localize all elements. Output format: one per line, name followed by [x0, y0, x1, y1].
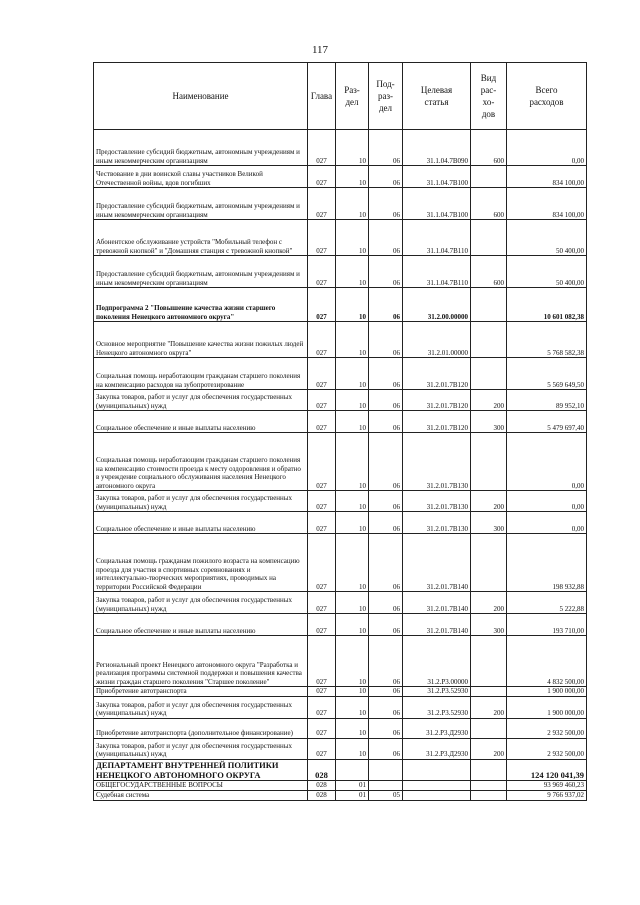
row-expense-type: [471, 358, 507, 390]
row-name: Социальная помощь гражданам пожилого возраста на компенсацию проезда для участия в спортивных соревнованиях и интеллектуально-творческих мероприятиях, проводимых на территории Российской Федерации: [94, 534, 308, 592]
row-section: 10: [336, 592, 369, 614]
row-name: Социальная помощь неработающим гражданам старшего поколения на компенсацию стоимости проезда к месту оздоровления и обратно в учреждение социального обслуживания населения Ненецкого автономного округа: [94, 433, 308, 491]
row-chapter: 027: [308, 687, 336, 697]
table-row: [94, 433, 587, 491]
row-total: 834 100,00: [507, 166, 587, 188]
row-name: Предоставление субсидий бюджетным, автономным учреждениям и иным некоммерческим организациям: [94, 130, 308, 166]
header-target: Целевая статья: [403, 63, 471, 130]
row-chapter: 028: [308, 759, 336, 780]
table-row: [94, 188, 587, 220]
row-name: Предоставление субсидий бюджетным, автономным учреждениям и иным некоммерческим организациям: [94, 188, 308, 220]
row-total: 93 969 460,23: [507, 780, 587, 790]
page-number: 117: [311, 44, 329, 56]
row-target: [403, 790, 471, 800]
table-row: [94, 790, 587, 800]
row-target: 31.1.04.7В100: [403, 166, 471, 188]
row-chapter: 027: [308, 718, 336, 738]
row-expense-type: 600: [471, 188, 507, 220]
row-subsection: 06: [369, 130, 403, 166]
row-name: Закупка товаров, работ и услуг для обеспечения государственных (муниципальных) нужд: [94, 390, 308, 411]
row-total: 2 932 500,00: [507, 718, 587, 738]
row-total: 0,00: [507, 512, 587, 534]
row-subsection: 06: [369, 592, 403, 614]
row-total: 4 832 500,00: [507, 636, 587, 687]
row-expense-type: 200: [471, 390, 507, 411]
row-name: ОБЩЕГОСУДАРСТВЕННЫЕ ВОПРОСЫ: [94, 780, 308, 790]
row-section: 01: [336, 790, 369, 800]
table-row: [94, 592, 587, 614]
row-section: 10: [336, 358, 369, 390]
row-expense-type: [471, 220, 507, 256]
header-subsection: Под- раз- дел: [369, 63, 403, 130]
row-total: 10 601 082,38: [507, 288, 587, 322]
row-section: 10: [336, 433, 369, 491]
row-total: 834 100,00: [507, 188, 587, 220]
table-row: [94, 696, 587, 718]
table-row: [94, 220, 587, 256]
row-section: 10: [336, 390, 369, 411]
row-expense-type: [471, 780, 507, 790]
row-target: 31.2.01.7В140: [403, 614, 471, 636]
row-chapter: 027: [308, 358, 336, 390]
table-row: [94, 130, 587, 166]
row-total: 1 900 000,00: [507, 687, 587, 697]
row-target: [403, 780, 471, 790]
row-expense-type: 200: [471, 592, 507, 614]
table-row: [94, 256, 587, 288]
table-row: [94, 636, 587, 687]
row-expense-type: [471, 433, 507, 491]
row-section: 10: [336, 687, 369, 697]
header-name: Наименование: [94, 63, 308, 130]
row-expense-type: 200: [471, 738, 507, 759]
row-name: Чествование в дни воинской славы участников Великой Отечественной войны, вдов погибших: [94, 166, 308, 188]
row-target: 31.2.P3.52930: [403, 696, 471, 718]
row-subsection: 06: [369, 220, 403, 256]
row-chapter: 027: [308, 696, 336, 718]
row-total: 50 400,00: [507, 256, 587, 288]
row-subsection: 06: [369, 188, 403, 220]
row-chapter: 028: [308, 790, 336, 800]
row-target: 31.1.04.7В090: [403, 130, 471, 166]
row-expense-type: 300: [471, 512, 507, 534]
row-subsection: 06: [369, 491, 403, 512]
row-subsection: [369, 780, 403, 790]
table-row: [94, 687, 587, 697]
row-section: 10: [336, 512, 369, 534]
row-name: Абонентское обслуживание устройств "Мобильный телефон с тревожной кнопкой" и "Домашняя станция с тревожной кнопкой": [94, 220, 308, 256]
table-row: [94, 322, 587, 358]
row-total: 9 766 937,02: [507, 790, 587, 800]
row-section: 10: [336, 696, 369, 718]
row-section: 01: [336, 780, 369, 790]
table-row: [94, 780, 587, 790]
row-name: Предоставление субсидий бюджетным, автономным учреждениям и иным некоммерческим организациям: [94, 256, 308, 288]
row-chapter: 027: [308, 188, 336, 220]
row-section: 10: [336, 166, 369, 188]
row-subsection: 06: [369, 738, 403, 759]
row-section: 10: [336, 411, 369, 433]
row-chapter: 027: [308, 390, 336, 411]
row-subsection: 06: [369, 718, 403, 738]
row-total: 5 569 649,50: [507, 358, 587, 390]
table-row: [94, 614, 587, 636]
row-total: 5 222,88: [507, 592, 587, 614]
table-row: [94, 491, 587, 512]
row-total: 124 120 041,39: [507, 759, 587, 780]
row-subsection: 06: [369, 322, 403, 358]
row-section: 10: [336, 130, 369, 166]
row-target: 31.2.P3.00000: [403, 636, 471, 687]
row-name: Социальное обеспечение и иные выплаты населению: [94, 411, 308, 433]
row-target: 31.2.P3.52930: [403, 687, 471, 697]
row-total: 89 952,10: [507, 390, 587, 411]
row-section: 10: [336, 220, 369, 256]
row-section: 10: [336, 534, 369, 592]
row-section: 10: [336, 322, 369, 358]
row-total: 2 932 500,00: [507, 738, 587, 759]
row-subsection: 06: [369, 696, 403, 718]
row-subsection: 06: [369, 614, 403, 636]
row-total: 0,00: [507, 130, 587, 166]
table-row: [94, 288, 587, 322]
row-target: 31.2.01.7В140: [403, 592, 471, 614]
row-name: Судебная система: [94, 790, 308, 800]
row-chapter: 027: [308, 130, 336, 166]
table-row: [94, 358, 587, 390]
row-expense-type: [471, 288, 507, 322]
row-total: 5 479 697,40: [507, 411, 587, 433]
row-section: 10: [336, 188, 369, 220]
row-subsection: [369, 759, 403, 780]
header-section: Раз- дел: [336, 63, 369, 130]
row-target: 31.2.P3.Д2930: [403, 718, 471, 738]
row-name: Основное мероприятие "Повышение качества жизни пожилых людей Ненецкого автономного округа": [94, 322, 308, 358]
row-expense-type: [471, 790, 507, 800]
row-section: 10: [336, 636, 369, 687]
row-section: 10: [336, 491, 369, 512]
row-expense-type: 200: [471, 491, 507, 512]
row-target: 31.2.00.00000: [403, 288, 471, 322]
row-chapter: 027: [308, 433, 336, 491]
table-body: [94, 130, 587, 801]
row-expense-type: [471, 687, 507, 697]
row-expense-type: 300: [471, 614, 507, 636]
row-subsection: 06: [369, 534, 403, 592]
row-subsection: 06: [369, 687, 403, 697]
row-chapter: 027: [308, 491, 336, 512]
row-name: Региональный проект Ненецкого автономного округа "Разработка и реализация программы системной поддержки и повышения качества жизни граждан старшего поколения "Старшее поколение": [94, 636, 308, 687]
header-row: [94, 63, 587, 130]
row-total: 193 710,00: [507, 614, 587, 636]
row-target: 31.2.01.7В130: [403, 491, 471, 512]
row-expense-type: 600: [471, 130, 507, 166]
row-target: 31.1.04.7В110: [403, 256, 471, 288]
row-name: Социальное обеспечение и иные выплаты населению: [94, 614, 308, 636]
row-total: 198 932,88: [507, 534, 587, 592]
table-row: [94, 534, 587, 592]
budget-table: [93, 62, 587, 801]
row-name: Приобретение автотранспорта: [94, 687, 308, 697]
row-subsection: 05: [369, 790, 403, 800]
row-chapter: 027: [308, 220, 336, 256]
row-subsection: 06: [369, 288, 403, 322]
header-chapter: Глава: [308, 63, 336, 130]
row-chapter: 027: [308, 738, 336, 759]
row-section: 10: [336, 718, 369, 738]
row-chapter: 027: [308, 636, 336, 687]
row-subsection: 06: [369, 358, 403, 390]
row-name: Закупка товаров, работ и услуг для обеспечения государственных (муниципальных) нужд: [94, 592, 308, 614]
row-name: Закупка товаров, работ и услуг для обеспечения государственных (муниципальных) нужд: [94, 696, 308, 718]
row-target: 31.2.P3.Д2930: [403, 738, 471, 759]
row-section: 10: [336, 738, 369, 759]
row-chapter: 027: [308, 534, 336, 592]
row-section: 10: [336, 614, 369, 636]
row-expense-type: 300: [471, 411, 507, 433]
row-target: 31.2.01.7В130: [403, 433, 471, 491]
row-total: 50 400,00: [507, 220, 587, 256]
row-expense-type: [471, 166, 507, 188]
row-target: 31.2.01.7В120: [403, 358, 471, 390]
table-row: [94, 738, 587, 759]
row-name: ДЕПАРТАМЕНТ ВНУТРЕННЕЙ ПОЛИТИКИ НЕНЕЦКОГО АВТОНОМНОГО ОКРУГА: [94, 759, 308, 780]
row-name: Закупка товаров, работ и услуг для обеспечения государственных (муниципальных) нужд: [94, 738, 308, 759]
row-expense-type: [471, 534, 507, 592]
row-subsection: 06: [369, 166, 403, 188]
row-target: 31.2.01.7В120: [403, 390, 471, 411]
row-expense-type: [471, 759, 507, 780]
row-expense-type: 200: [471, 696, 507, 718]
row-chapter: 028: [308, 780, 336, 790]
row-name: Закупка товаров, работ и услуг для обеспечения государственных (муниципальных) нужд: [94, 491, 308, 512]
row-chapter: 027: [308, 322, 336, 358]
table-row: [94, 166, 587, 188]
row-subsection: 06: [369, 636, 403, 687]
row-expense-type: [471, 636, 507, 687]
row-target: 31.2.01.00000: [403, 322, 471, 358]
table-row: [94, 390, 587, 411]
row-name: Подпрограмма 2 "Повышение качества жизни старшего поколения Ненецкого автономного округа": [94, 288, 308, 322]
row-chapter: 027: [308, 512, 336, 534]
row-target: 31.1.04.7В100: [403, 188, 471, 220]
row-target: 31.2.01.7В120: [403, 411, 471, 433]
row-expense-type: 600: [471, 256, 507, 288]
table-row: [94, 718, 587, 738]
row-chapter: 027: [308, 288, 336, 322]
row-chapter: 027: [308, 592, 336, 614]
row-target: 31.2.01.7В130: [403, 512, 471, 534]
row-chapter: 027: [308, 411, 336, 433]
row-section: 10: [336, 288, 369, 322]
row-total: 5 768 582,38: [507, 322, 587, 358]
row-name: Социальная помощь неработающим гражданам старшего поколения на компенсацию расходов на зубопротезирование: [94, 358, 308, 390]
header-total: Всего расходов: [507, 63, 587, 130]
header-expense-type: Вид рас- хо- дов: [471, 63, 507, 130]
row-chapter: 027: [308, 614, 336, 636]
row-name: Приобретение автотранспорта (дополнительное финансирование): [94, 718, 308, 738]
row-section: [336, 759, 369, 780]
row-subsection: 06: [369, 390, 403, 411]
row-section: 10: [336, 256, 369, 288]
row-chapter: 027: [308, 256, 336, 288]
row-total: 0,00: [507, 491, 587, 512]
row-target: [403, 759, 471, 780]
row-total: 0,00: [507, 433, 587, 491]
row-total: 1 900 000,00: [507, 696, 587, 718]
row-target: 31.1.04.7В110: [403, 220, 471, 256]
row-name: Социальное обеспечение и иные выплаты населению: [94, 512, 308, 534]
row-target: 31.2.01.7В140: [403, 534, 471, 592]
row-expense-type: [471, 322, 507, 358]
row-subsection: 06: [369, 411, 403, 433]
table-row: [94, 411, 587, 433]
row-subsection: 06: [369, 512, 403, 534]
row-chapter: 027: [308, 166, 336, 188]
row-subsection: 06: [369, 256, 403, 288]
row-subsection: 06: [369, 433, 403, 491]
row-expense-type: [471, 718, 507, 738]
table-row: [94, 512, 587, 534]
table-row: [94, 759, 587, 780]
